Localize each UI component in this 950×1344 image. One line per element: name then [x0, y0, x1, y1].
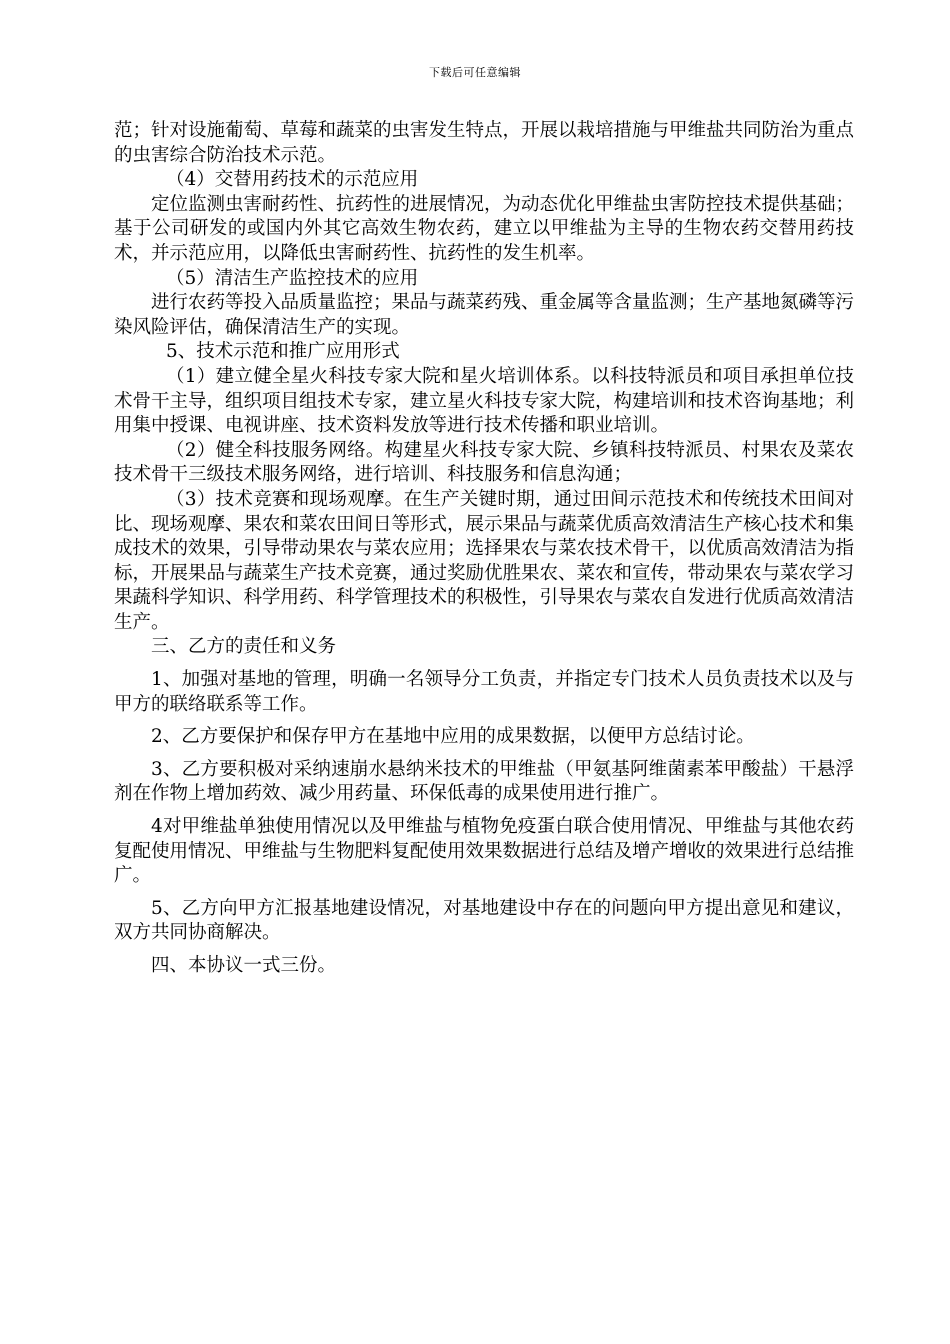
item-service-network: （2）健全科技服务网络。构建星火科技专家大院、乡镇科技特派员、村果农及菜农技术骨干三级技术服务网络，进行培训、科技服务和信息沟通； — [114, 439, 854, 486]
item-spark-expert-courtyard: （1）建立健全星火科技专家大院和星火培训体系。以科技特派员和项目承担单位技术骨干主导，组织项目组技术专家，建立星火科技专家大院，构建培训和技术咨询基地；利用集中授课、电视讲座、技术资料发放等进行技术传播和职业培训。 — [114, 365, 855, 437]
page-header-note: 下载后可任意编辑 — [429, 66, 521, 79]
duty-item-4: 4对甲维盐单独使用情况以及甲维盐与植物免疫蛋白联合使用情况、甲维盐与其他农药复配使用情况、甲维盐与生物肥料复配使用效果数据进行总结及增产增收的效果进行总结推广。 — [114, 816, 855, 887]
duty-item-5: 5、乙方向甲方汇报基地建设情况，对基地建设中存在的问题向甲方提出意见和建议，双方共同协商解决。 — [114, 897, 854, 944]
item-competition-observation: （3）技术竞赛和现场观摩。在生产关键时期，通过田间示范技术和传统技术田间对比、现场观摩、果农和菜农田间日等形式，展示果品与蔬菜优质高效清洁生产核心技术和集成技术的效果，引导带动果农与菜农应用；选择果农与菜农技术骨干，以优质高效清洁为指标，开展果品与蔬菜生产技术竞赛，通过奖励优胜果农、菜农和宣传，带动果农与菜农学习果蔬科学知识、科学用药、科学管理技术的积极性，引导果农与菜农自发进行优质高效清洁生产。 — [114, 488, 855, 633]
section-heading-party-b-duties: 三、乙方的责任和义务 — [151, 636, 337, 658]
paragraph-input-quality-monitoring: 进行农药等投入品质量监控；果品与蔬菜药残、重金属等含量监测；生产基地氮磷等污染风险评估，确保清洁生产的实现。 — [114, 292, 855, 338]
subheading-demonstration-forms: 5、技术示范和推广应用形式 — [166, 341, 400, 363]
section-heading-copies: 四、本协议一式三份。 — [151, 955, 337, 976]
paragraph-pest-control-continued: 范；针对设施葡萄、草莓和蔬菜的虫害发生特点，开展以栽培措施与甲维盐共同防治为重点的虫害综合防治技术示范。 — [114, 120, 855, 166]
duty-item-3: 3、乙方要积极对采纳速崩水悬纳米技术的甲维盐（甲氨基阿维菌素苯甲酸盐）干悬浮剂在作物上增加药效、减少用药量、环保低毒的成果使用进行推广。 — [114, 758, 854, 805]
duty-item-2: 2、乙方要保护和保存甲方在基地中应用的成果数据，以便甲方总结讨论。 — [151, 726, 755, 748]
paragraph-resistance-monitoring: 定位监测虫害耐药性、抗药性的进展情况，为动态优化甲维盐虫害防控技术提供基础；基于公司研发的或国内外其它高效生物农药，建立以甲维盐为主导的生物农药交替用药技术，并示范应用，以降低虫害耐药性、抗药性的发生机率。 — [114, 193, 855, 264]
document-body — [114, 119, 854, 979]
subheading-alternating-pesticide: （4）交替用药技术的示范应用 — [166, 169, 419, 191]
subheading-clean-production-monitoring: （5）清洁生产监控技术的应用 — [166, 267, 419, 289]
duty-item-1: 1、加强对基地的管理，明确一名领导分工负责，并指定专门技术人员负责技术以及与甲方的联络联系等工作。 — [114, 669, 854, 715]
